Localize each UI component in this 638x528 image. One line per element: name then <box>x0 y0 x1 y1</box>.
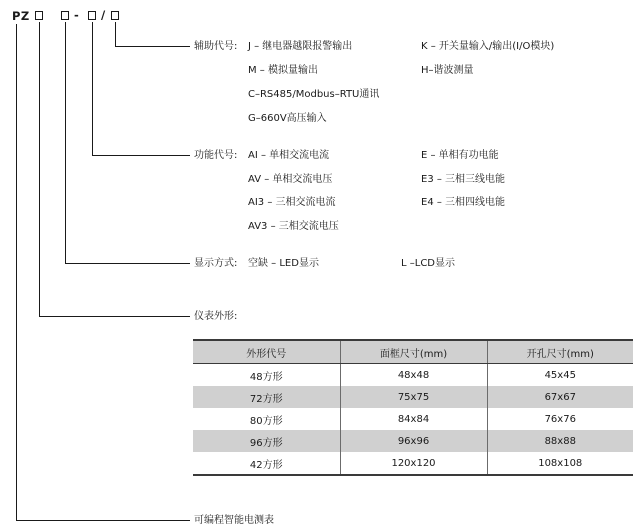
display-connector-vertical <box>65 22 66 264</box>
table-cell: 88x88 <box>487 430 633 452</box>
footer-connector-horizontal <box>16 520 190 521</box>
display-item-led: 空缺 – LED显示 <box>248 258 319 269</box>
aux-item-k: K – 开关量输入/输出(I/O模块) <box>421 41 555 52</box>
func-item-e3: E3 – 三相三线电能 <box>421 174 506 185</box>
func-connector-horizontal <box>92 155 190 156</box>
table-cell: 45x45 <box>487 364 633 387</box>
func-item-ai3: AI3 – 三相交流电流 <box>248 197 336 208</box>
aux-connector-vertical <box>115 22 116 47</box>
func-item-av: AV – 单相交流电压 <box>248 174 333 185</box>
display-label: 显示方式: <box>194 258 238 269</box>
func-connector-vertical <box>92 22 93 156</box>
code-slash: / <box>101 8 106 22</box>
aux-item-m: M – 模拟量输出 <box>248 65 318 76</box>
display-item-lcd: L –LCD显示 <box>401 258 456 269</box>
shape-connector-vertical <box>39 22 40 317</box>
func-item-av3: AV3 – 三相交流电压 <box>248 221 339 232</box>
code-box-shape <box>35 11 43 20</box>
code-box-function <box>88 11 96 20</box>
table-cell: 76x76 <box>487 408 633 430</box>
table-cell: 42方形 <box>193 452 340 475</box>
display-connector-horizontal <box>65 263 190 264</box>
table-header-cutout-size: 开孔尺寸(mm) <box>487 340 633 364</box>
table-cell: 96x96 <box>340 430 487 452</box>
table-row <box>193 386 633 408</box>
table-cell: 48x48 <box>340 364 487 387</box>
table-cell: 48方形 <box>249 371 283 383</box>
model-prefix: PZ <box>12 9 30 23</box>
code-dash: - <box>74 8 80 22</box>
table-cell: 67x67 <box>487 386 633 408</box>
code-box-aux <box>111 11 119 20</box>
aux-connector-horizontal <box>115 46 190 47</box>
table-cell: 120x120 <box>340 452 487 475</box>
aux-item-h: H–谐波测量 <box>421 65 474 76</box>
shape-connector-horizontal <box>39 316 190 317</box>
aux-item-g: G–660V高压输入 <box>248 113 327 124</box>
table-cell: 75x75 <box>340 386 487 408</box>
func-item-e: E – 单相有功电能 <box>421 150 499 161</box>
table-header-row <box>193 340 633 364</box>
aux-item-c: C–RS485/Modbus–RTU通讯 <box>248 89 380 100</box>
aux-item-j: J – 继电器越限报警输出 <box>248 41 353 52</box>
code-box-display <box>61 11 69 20</box>
table-row <box>193 408 633 430</box>
table-cell: 72方形 <box>249 393 283 405</box>
func-item-e4: E4 – 三相四线电能 <box>421 197 506 208</box>
table-cell: 80方形 <box>249 415 283 427</box>
table-cell: 108x108 <box>487 452 633 475</box>
footer-connector-vertical <box>16 24 17 521</box>
shape-size-table <box>193 339 633 476</box>
table-cell: 84x84 <box>340 408 487 430</box>
aux-label: 辅助代号: <box>194 41 238 52</box>
table-row <box>193 364 633 387</box>
table-header-shape-code: 外形代号 <box>193 340 340 364</box>
shape-label: 仪表外形: <box>194 311 238 322</box>
func-item-ai: AI – 单相交流电流 <box>248 150 330 161</box>
table-cell: 96方形 <box>249 437 283 449</box>
table-row <box>193 430 633 452</box>
func-label: 功能代号: <box>194 150 238 161</box>
table-header-frame-size: 面框尺寸(mm) <box>340 340 487 364</box>
table-row <box>193 452 633 475</box>
footer-label: 可编程智能电测表 <box>194 515 274 526</box>
